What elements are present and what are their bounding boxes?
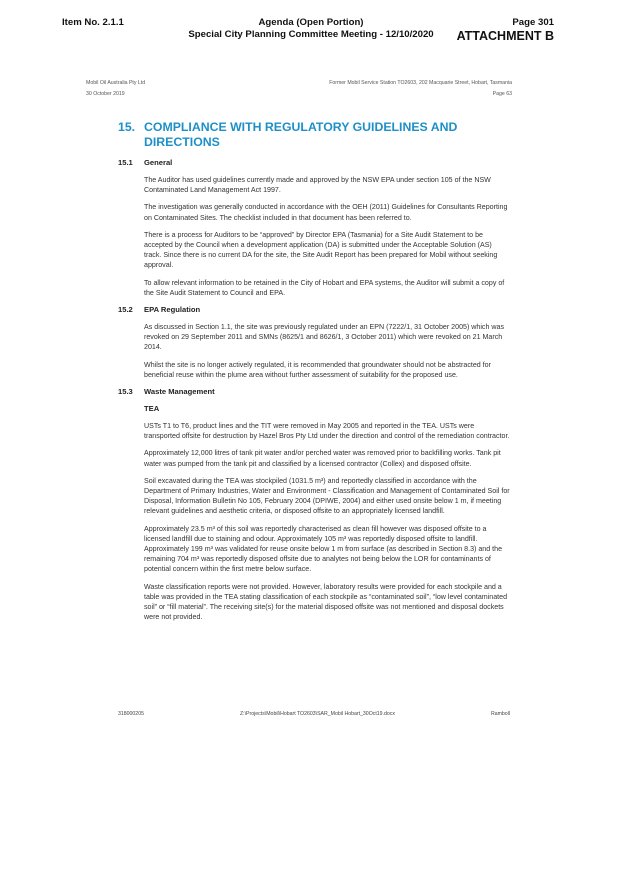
meeting-title: Special City Planning Committee Meeting - 12/10/2020: [188, 29, 434, 40]
paragraph: Whilst the site is no longer actively regulated, it is recommended that groundwater should not be abstracted for beneficial reuse within the plume area without further assessment of suitability for the proposed use.: [144, 360, 491, 379]
paragraph: As discussed in Section 1.1, the site was previously regulated under an EPN (7222/1, 31 October 2005) which was revoked on 29 September 2011 and SMNs (8625/1 and 8626/1, 3 October 2011) which were revoked on 21 March 2014.: [144, 323, 505, 352]
attachment-label: ATTACHMENT B: [456, 29, 554, 43]
doc-page: Page 63: [492, 91, 512, 97]
company-name: Mobil Oil Australia Pty Ltd: [86, 80, 146, 86]
page-number: Page 301: [512, 17, 554, 28]
subsection-number: 15.3: [118, 387, 133, 397]
subsection-number: 15.2: [118, 305, 133, 315]
sub-subheading-tea: TEA: [144, 404, 160, 414]
paragraph: The investigation was generally conducted in accordance with the OEH (2011) Guidelines for Consultants Reporting on Contaminated Sites. The checklist included in that document has been referred to.: [144, 203, 508, 222]
agenda-title: Agenda (Open Portion): [258, 17, 364, 28]
paragraph: The Auditor has used guidelines currently made and approved by the NSW EPA under section 105 of the NSW Contaminated Land Management Act 1997.: [144, 176, 491, 195]
item-number: Item No. 2.1.1: [62, 17, 124, 28]
subsection-heading-15-2: [118, 305, 510, 315]
paragraph: To allow relevant information to be retained in the City of Hobart and EPA systems, the Auditor will submit a copy of the Site Audit Statement to Council and EPA.: [144, 278, 505, 297]
document-body: [118, 158, 510, 630]
subsection-heading-15-3: [118, 387, 510, 397]
doc-number: 318000205: [118, 711, 144, 717]
paragraph: USTs T1 to T6, product lines and the TIT were removed in May 2005 and reported in the TEA. USTs were transported offsite for destruction by Hazel Bros Pty Ltd under the direction and control of the remediation contractor.: [144, 422, 510, 441]
section-number: 15.: [118, 120, 136, 134]
subsection-number: 15.1: [118, 158, 133, 167]
section-title: COMPLIANCE WITH REGULATORY GUIDELINES AND DIRECTIONS: [144, 120, 458, 149]
paragraph: Waste classification reports were not provided. However, laboratory results were provided for each stockpile and a table was provided in the TEA stating classification of each stockpile as “contaminated soil”, “low level contaminated soil” or “fill material”. The receiving site(s) for the material disposed offsite was not mentioned and disposal dockets were not provided.: [144, 582, 508, 622]
brand-name: Ramboll: [490, 711, 510, 717]
file-path: Z:\Projects\Mobil\Hobart TO2603\SAR_Mobil Hobart_30Oct19.docx: [240, 711, 395, 717]
page-info: [457, 17, 554, 44]
document-meta: [86, 78, 512, 100]
subsection-title: EPA Regulation: [144, 305, 201, 315]
paragraph: Soil excavated during the TEA was stockpiled (1031.5 m³) and reportedly classified in accordance with the Department of Primary Industries, Water and Environment - Classification and Management of Contaminated Soil for Disposal, Information Bulletin No 105, February 2004 (DPIWE, 2004) and either used onsite below 1 m, if meeting relevant guidelines and aesthetic criteria, or disposed offsite to an appropriately licensed landfill.: [144, 476, 510, 516]
doc-date: 30 October 2019: [86, 91, 125, 97]
paragraph: Approximately 12,000 litres of tank pit water and/or perched water was removed prior to backfilling works. Tank pit water was pumped from the tank pit and classified by a licensed contractor (Collex) and disposed offsite.: [144, 449, 501, 468]
subsection-title: Waste Management: [144, 387, 215, 397]
site-name: Former Mobil Service Station TO2603, 202 Macquarie Street, Hobart, Tasmania: [329, 80, 512, 86]
page-footer: [118, 711, 510, 717]
paragraph: Approximately 23.5 m³ of this soil was reportedly characterised as clean fill however was disposed offsite to a licensed landfill due to staining and odour. Approximately 105 m³ was reportedly disposed offsite to landfill. Approximately 199 m³ was validated for reuse onsite below 1 m from surface (as described in Section 8.3) and the remaining 704 m³ was reportedly disposed offsite due to analytes not being below the LOR for contaminants of potential concern within the first metre below surface.: [144, 524, 503, 574]
section-heading: [118, 120, 498, 149]
subsection-title: General: [144, 158, 173, 167]
subsection-heading-15-1: [118, 158, 510, 168]
paragraph: There is a process for Auditors to be “approved” by Director EPA (Tasmania) for a Site Audit Statement to be accepted by the Council when a development application (DA) is submitted under the Acceptable Solution (AS) track. Since there is no current DA for the site, the Site Audit Report has been prepared for Mobil without seeking approval.: [144, 230, 498, 270]
